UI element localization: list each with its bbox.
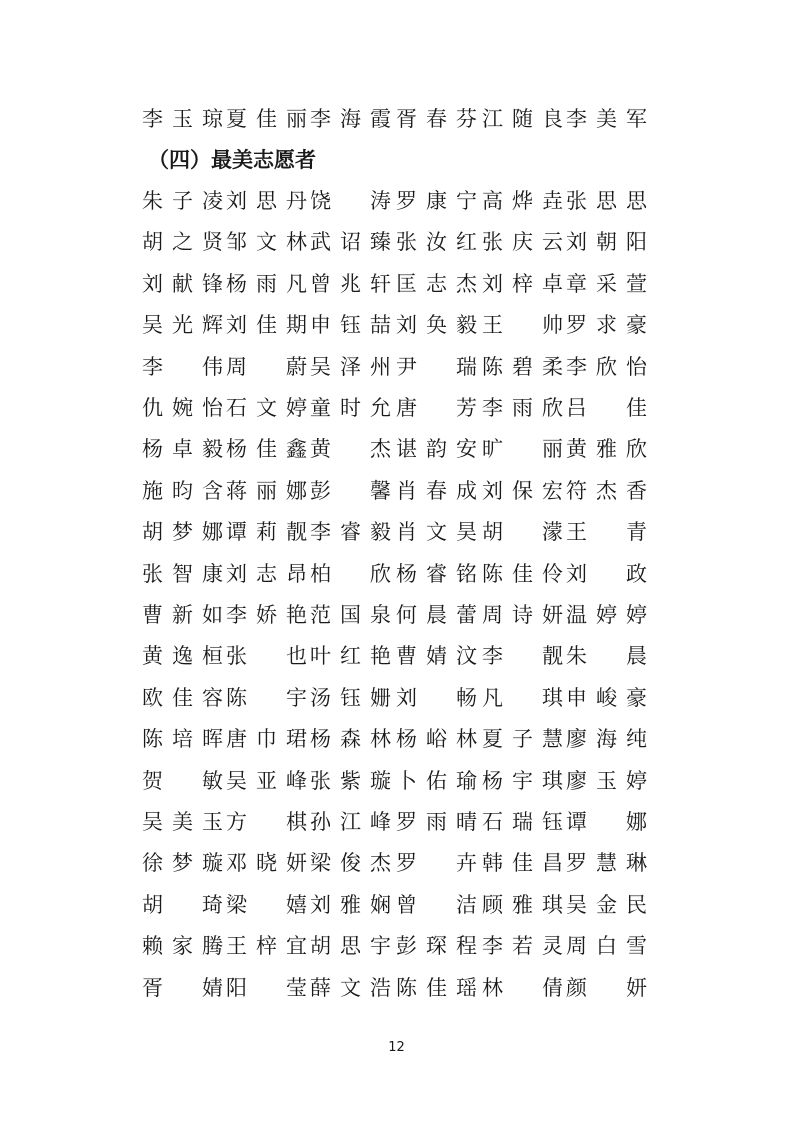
person-name: 杨宇琪 (482, 768, 572, 793)
person-name: 吕 佳 (566, 396, 656, 420)
person-name: 童时允 (310, 396, 400, 420)
person-name: 刘保宏 (482, 478, 572, 503)
person-name: 刘梓卓 (482, 271, 572, 296)
name-row (0, 641, 793, 671)
person-name: 刘朝阳 (566, 230, 656, 255)
person-name: 申峻豪 (566, 685, 656, 710)
person-name: 欧佳容 (142, 685, 232, 710)
person-name: 高烨垚 (482, 189, 572, 213)
person-name: 黄 杰 (310, 437, 400, 462)
person-name: 周白雪 (566, 934, 656, 959)
person-name: 曹婧汶 (396, 644, 486, 669)
person-name: 刘奂毅 (396, 313, 486, 338)
person-name: 谭莉靓 (226, 520, 316, 545)
person-name: 范国泉 (310, 603, 400, 627)
person-name: 张汝红 (396, 230, 486, 255)
person-name: 张智康 (142, 561, 232, 586)
person-name: 曾 洁 (396, 892, 486, 917)
person-name: 杨森林 (310, 727, 400, 752)
person-name: 夏佳丽 (226, 107, 316, 131)
person-name: 刘 畅 (396, 685, 486, 710)
person-name: 饶 涛 (310, 189, 400, 213)
person-name: 胡 濛 (482, 520, 572, 545)
person-name: 谭 娜 (566, 810, 656, 834)
person-name: 罗 卉 (396, 851, 486, 876)
person-name: 李雨欣 (482, 396, 572, 420)
person-name: 赖家腾 (142, 934, 232, 959)
person-name: 罗雨晴 (396, 810, 486, 834)
person-name: 张 也 (226, 644, 316, 669)
person-name: 唐巾珺 (226, 727, 316, 752)
person-name: 吴泽州 (310, 354, 400, 379)
person-name: 黄逸桓 (142, 644, 232, 669)
person-name: 陈佳瑶 (396, 975, 486, 1000)
person-name: 刘佳期 (226, 313, 316, 338)
person-name: 胥 婧 (142, 975, 232, 1000)
name-row (0, 352, 793, 382)
person-name: 胡梦娜 (142, 520, 232, 545)
person-name: 阳 莹 (226, 975, 316, 1000)
person-name: 曹新如 (142, 603, 232, 627)
person-name: 贺 敏 (142, 768, 232, 793)
name-row (0, 766, 793, 796)
person-name: 徐梦璇 (142, 851, 232, 876)
person-name: 符杰香 (566, 478, 656, 503)
person-name: 胡思宇 (310, 934, 400, 959)
person-name: 罗康宁 (396, 189, 486, 213)
name-row (0, 186, 793, 216)
person-name: 薛文浩 (310, 975, 400, 1000)
name-row (0, 269, 793, 299)
person-name: 杨卓毅 (142, 437, 232, 462)
person-name: 温婷婷 (566, 603, 656, 627)
person-name: 林 倩 (482, 975, 572, 1000)
section-heading: （四）最美志愿者 (148, 148, 316, 172)
person-name: 吴亚峰 (226, 768, 316, 793)
person-name: 李玉琼 (142, 107, 232, 131)
person-name: 吴光辉 (142, 313, 232, 338)
name-row (0, 890, 793, 920)
person-name: 江随良 (482, 107, 572, 131)
person-name: 罗慧琳 (566, 851, 656, 876)
person-name: 韩佳昌 (482, 851, 572, 876)
person-name: 夏子慧 (482, 727, 572, 752)
person-name: 武诏臻 (310, 230, 400, 255)
person-name: 汤钰姗 (310, 685, 400, 710)
person-name: 凡 琪 (482, 685, 572, 710)
name-row (0, 931, 793, 961)
person-name: 邹文林 (226, 230, 316, 255)
person-name: 孙江峰 (310, 810, 400, 834)
person-name: 张紫璇 (310, 768, 400, 793)
name-row (0, 807, 793, 837)
name-row (0, 476, 793, 506)
person-name: 谌韵安 (396, 437, 486, 462)
person-name: 卜佑瑜 (396, 768, 486, 793)
person-name: 刘献锋 (142, 271, 232, 296)
person-name: 肖文昊 (396, 520, 486, 545)
person-name: 王梓宜 (226, 934, 316, 959)
person-name: 李 靓 (482, 644, 572, 669)
person-name: 仇婉怡 (142, 396, 232, 420)
person-name: 申钰喆 (310, 313, 400, 338)
person-name: 梁俊杰 (310, 851, 400, 876)
person-name: 周 蔚 (226, 354, 316, 379)
person-name: 匡志杰 (396, 271, 486, 296)
name-row (0, 600, 793, 630)
person-name: 彭 馨 (310, 478, 400, 503)
person-name: 杨峪林 (396, 727, 486, 752)
person-name: 李海霞 (310, 107, 400, 131)
person-name: 胡之贤 (142, 230, 232, 255)
person-name: 石瑞钰 (482, 810, 572, 834)
person-name: 章采萱 (566, 271, 656, 296)
person-name: 方 棋 (226, 810, 316, 834)
person-name: 顾雅琪 (482, 892, 572, 917)
person-name: 李美军 (566, 107, 656, 131)
person-name: 蒋丽娜 (226, 478, 316, 503)
person-name: 李睿毅 (310, 520, 400, 545)
person-name: 颜 妍 (566, 975, 656, 1000)
person-name: 朱 晨 (566, 644, 656, 669)
person-name: 彭琛程 (396, 934, 486, 959)
person-name: 陈佳伶 (482, 561, 572, 586)
person-name: 廖海纯 (566, 727, 656, 752)
name-row (0, 227, 793, 257)
person-name: 施昀含 (142, 478, 232, 503)
person-name: 黄雅欣 (566, 437, 656, 462)
person-name: 吴金民 (566, 892, 656, 917)
person-name: 柏 欣 (310, 561, 400, 586)
person-name: 石文婷 (226, 396, 316, 420)
person-name: 李欣怡 (566, 354, 656, 379)
name-row (0, 683, 793, 713)
person-name: 李若灵 (482, 934, 572, 959)
name-row (0, 310, 793, 340)
person-name: 刘 政 (566, 561, 656, 586)
name-row (0, 973, 793, 1003)
person-name: 李娇艳 (226, 603, 316, 627)
person-name: 胥春芬 (396, 107, 486, 131)
person-name: 杨佳鑫 (226, 437, 316, 462)
person-name: 曾兆轩 (310, 271, 400, 296)
person-name: 王 青 (566, 520, 656, 545)
person-name: 陈培晖 (142, 727, 232, 752)
page-number: 12 (388, 1040, 405, 1055)
person-name: 吴美玉 (142, 810, 232, 834)
name-row (0, 434, 793, 464)
person-name: 何晨蕾 (396, 603, 486, 627)
name-row (0, 393, 793, 423)
person-name: 肖春成 (396, 478, 486, 503)
person-name: 杨雨凡 (226, 271, 316, 296)
person-name: 陈 宇 (226, 685, 316, 710)
person-name: 朱子凌 (142, 189, 232, 213)
name-row (0, 559, 793, 589)
person-name: 刘思丹 (226, 189, 316, 213)
person-name: 张思思 (566, 189, 656, 213)
person-name: 邓晓妍 (226, 851, 316, 876)
person-name: 王 帅 (482, 313, 572, 338)
name-row (0, 724, 793, 754)
person-name: 梁 嬉 (226, 892, 316, 917)
name-row (0, 104, 793, 134)
person-name: 陈碧柔 (482, 354, 572, 379)
person-name: 张庆云 (482, 230, 572, 255)
person-name: 唐 芳 (396, 396, 486, 420)
name-row (0, 848, 793, 878)
person-name: 尹 瑞 (396, 354, 486, 379)
person-name: 旷 丽 (482, 437, 572, 462)
person-name: 罗求豪 (566, 313, 656, 338)
person-name: 杨睿铭 (396, 561, 486, 586)
person-name: 叶红艳 (310, 644, 400, 669)
person-name: 李 伟 (142, 354, 232, 379)
name-row (0, 517, 793, 547)
person-name: 周诗妍 (482, 603, 572, 627)
person-name: 刘志昂 (226, 561, 316, 586)
person-name: 胡 琦 (142, 892, 232, 917)
person-name: 廖玉婷 (566, 768, 656, 793)
person-name: 刘雅娴 (310, 892, 400, 917)
